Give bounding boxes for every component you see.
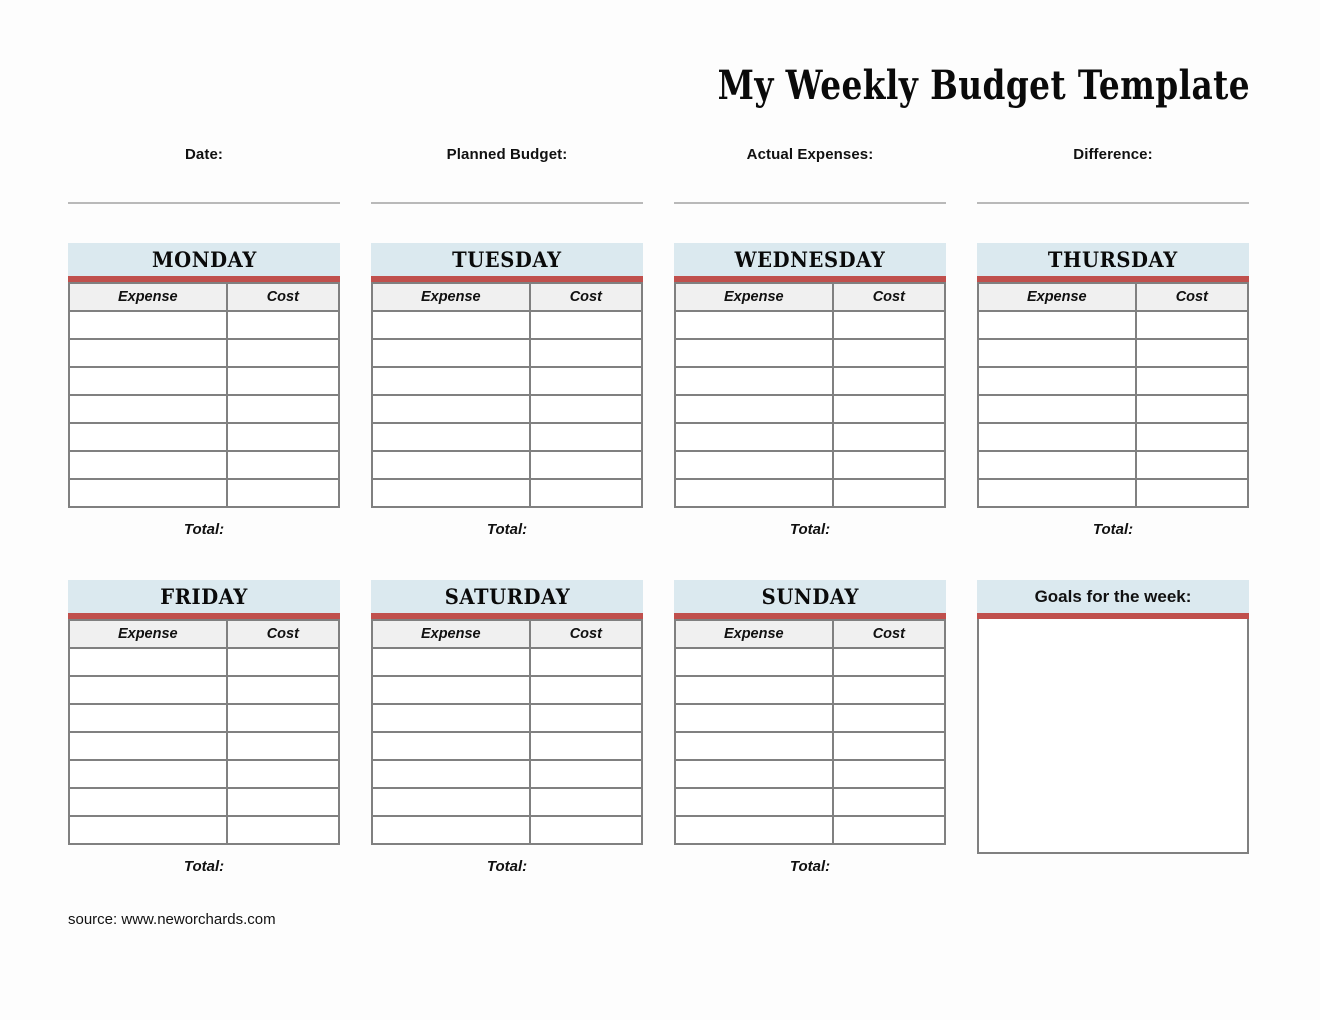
column-header-cost: Cost — [530, 620, 642, 648]
table-row — [978, 367, 1248, 395]
summary-fields-row — [68, 146, 1250, 204]
table-header-row — [675, 283, 945, 311]
cell-expense[interactable] — [372, 704, 530, 732]
table-row — [69, 479, 339, 507]
table-row — [675, 395, 945, 423]
day-card-wednesday — [674, 243, 946, 538]
total-label-saturday: Total: — [486, 858, 528, 875]
cell-cost[interactable] — [530, 704, 642, 732]
total-label-monday: Total: — [183, 521, 225, 538]
table-row — [675, 367, 945, 395]
expense-table-thursday — [977, 282, 1249, 508]
table-row — [69, 704, 339, 732]
cell-expense[interactable] — [69, 760, 227, 788]
summary-input-actual-expenses[interactable] — [674, 202, 946, 204]
expense-table-monday — [68, 282, 340, 508]
cell-expense[interactable] — [69, 395, 227, 423]
cell-expense[interactable] — [675, 732, 833, 760]
table-header-row — [372, 283, 642, 311]
table-row — [675, 479, 945, 507]
goals-card — [977, 580, 1249, 875]
cell-cost[interactable] — [530, 479, 642, 507]
cell-expense[interactable] — [372, 367, 530, 395]
table-row — [69, 451, 339, 479]
cell-cost[interactable] — [530, 760, 642, 788]
table-row — [69, 311, 339, 339]
cell-cost[interactable] — [833, 760, 945, 788]
total-label-friday: Total: — [183, 858, 225, 875]
cell-expense[interactable] — [69, 732, 227, 760]
cell-expense[interactable] — [675, 648, 833, 676]
cell-cost[interactable] — [227, 732, 339, 760]
summary-label-date: Date: — [184, 146, 223, 163]
summary-field-actual-expenses — [674, 146, 946, 204]
cell-cost[interactable] — [1136, 423, 1248, 451]
summary-label-actual-expenses: Actual Expenses: — [746, 146, 874, 163]
goals-textarea[interactable] — [977, 619, 1249, 854]
cell-cost[interactable] — [833, 732, 945, 760]
cell-expense[interactable] — [69, 816, 227, 844]
day-name-wednesday: WEDNESDAY — [734, 247, 886, 272]
cell-cost[interactable] — [227, 339, 339, 367]
column-header-cost: Cost — [1136, 283, 1248, 311]
summary-label-planned-budget: Planned Budget: — [446, 146, 568, 163]
day-header-monday — [68, 243, 340, 276]
column-header-expense: Expense — [372, 283, 530, 311]
cell-cost[interactable] — [530, 676, 642, 704]
summary-label-difference: Difference: — [1073, 146, 1153, 163]
cell-expense[interactable] — [372, 760, 530, 788]
cell-cost[interactable] — [227, 451, 339, 479]
cell-cost[interactable] — [1136, 451, 1248, 479]
day-name-monday: MONDAY — [151, 247, 257, 272]
day-card-tuesday — [371, 243, 643, 538]
day-cards-row-1 — [68, 243, 1250, 538]
table-row — [675, 423, 945, 451]
column-header-cost: Cost — [530, 283, 642, 311]
cell-expense[interactable] — [675, 760, 833, 788]
summary-input-date[interactable] — [68, 202, 340, 204]
cell-expense[interactable] — [675, 704, 833, 732]
cell-cost[interactable] — [227, 760, 339, 788]
cell-expense[interactable] — [69, 648, 227, 676]
cell-cost[interactable] — [833, 676, 945, 704]
cell-cost[interactable] — [227, 395, 339, 423]
cell-expense[interactable] — [69, 311, 227, 339]
table-row — [372, 816, 642, 844]
cell-cost[interactable] — [530, 395, 642, 423]
total-label-thursday: Total: — [1092, 521, 1134, 538]
column-header-cost: Cost — [833, 283, 945, 311]
cell-cost[interactable] — [227, 479, 339, 507]
cell-cost[interactable] — [530, 339, 642, 367]
cell-expense[interactable] — [675, 339, 833, 367]
table-row — [978, 423, 1248, 451]
table-header-row — [69, 283, 339, 311]
column-header-expense: Expense — [372, 620, 530, 648]
column-header-expense: Expense — [675, 620, 833, 648]
table-row — [372, 648, 642, 676]
cell-expense[interactable] — [69, 423, 227, 451]
table-row — [372, 395, 642, 423]
cell-expense[interactable] — [978, 479, 1136, 507]
table-row — [69, 816, 339, 844]
column-header-expense: Expense — [69, 283, 227, 311]
table-row — [69, 788, 339, 816]
cell-cost[interactable] — [1136, 339, 1248, 367]
cell-cost[interactable] — [833, 451, 945, 479]
cell-cost[interactable] — [833, 339, 945, 367]
table-row — [675, 451, 945, 479]
day-header-friday — [68, 580, 340, 613]
day-card-friday — [68, 580, 340, 875]
cell-expense[interactable] — [69, 451, 227, 479]
cell-cost[interactable] — [833, 648, 945, 676]
table-row — [69, 648, 339, 676]
cell-expense[interactable] — [69, 479, 227, 507]
day-cards-grid — [68, 243, 1250, 875]
day-header-tuesday — [371, 243, 643, 276]
cell-cost[interactable] — [530, 423, 642, 451]
summary-input-difference[interactable] — [977, 202, 1249, 204]
cell-cost[interactable] — [530, 816, 642, 844]
table-row — [372, 788, 642, 816]
table-row — [69, 676, 339, 704]
cell-expense[interactable] — [372, 816, 530, 844]
cell-expense[interactable] — [978, 451, 1136, 479]
cell-cost[interactable] — [530, 648, 642, 676]
cell-expense[interactable] — [675, 788, 833, 816]
table-row — [978, 339, 1248, 367]
cell-expense[interactable] — [978, 395, 1136, 423]
cell-expense[interactable] — [675, 311, 833, 339]
table-row — [69, 339, 339, 367]
cell-cost[interactable] — [530, 788, 642, 816]
cell-cost[interactable] — [833, 367, 945, 395]
column-header-cost: Cost — [227, 620, 339, 648]
cell-cost[interactable] — [833, 395, 945, 423]
day-name-sunday: SUNDAY — [761, 584, 859, 609]
page-title: My Weekly Budget Template — [717, 62, 1250, 109]
table-row — [675, 816, 945, 844]
table-row — [372, 732, 642, 760]
table-row — [978, 451, 1248, 479]
table-row — [372, 704, 642, 732]
cell-expense[interactable] — [372, 479, 530, 507]
cell-cost[interactable] — [227, 788, 339, 816]
table-row — [978, 395, 1248, 423]
table-row — [675, 339, 945, 367]
table-row — [372, 311, 642, 339]
cell-cost[interactable] — [530, 367, 642, 395]
goals-title: Goals for the week: — [1034, 587, 1192, 606]
table-row — [69, 732, 339, 760]
cell-expense[interactable] — [372, 395, 530, 423]
expense-table-sunday — [674, 619, 946, 845]
cell-cost[interactable] — [1136, 311, 1248, 339]
cell-expense[interactable] — [372, 423, 530, 451]
expense-table-tuesday — [371, 282, 643, 508]
cell-expense[interactable] — [978, 367, 1136, 395]
table-row — [675, 704, 945, 732]
cell-cost[interactable] — [833, 311, 945, 339]
expense-table-saturday — [371, 619, 643, 845]
goals-header — [977, 580, 1249, 613]
cell-cost[interactable] — [833, 704, 945, 732]
cell-expense[interactable] — [69, 339, 227, 367]
table-row — [372, 367, 642, 395]
cell-cost[interactable] — [833, 479, 945, 507]
summary-input-planned-budget[interactable] — [371, 202, 643, 204]
table-row — [372, 451, 642, 479]
cell-cost[interactable] — [833, 816, 945, 844]
cell-cost[interactable] — [227, 311, 339, 339]
cell-expense[interactable] — [372, 788, 530, 816]
column-header-cost: Cost — [833, 620, 945, 648]
summary-field-date — [68, 146, 340, 204]
cell-cost[interactable] — [227, 423, 339, 451]
cell-expense[interactable] — [372, 339, 530, 367]
column-header-expense: Expense — [978, 283, 1136, 311]
table-row — [69, 395, 339, 423]
day-card-monday — [68, 243, 340, 538]
table-row — [675, 760, 945, 788]
expense-table-friday — [68, 619, 340, 845]
table-header-row — [69, 620, 339, 648]
table-header-row — [978, 283, 1248, 311]
cell-expense[interactable] — [69, 788, 227, 816]
table-row — [69, 760, 339, 788]
cell-cost[interactable] — [1136, 367, 1248, 395]
cell-expense[interactable] — [675, 423, 833, 451]
table-row — [675, 676, 945, 704]
table-row — [69, 367, 339, 395]
table-row — [372, 339, 642, 367]
cell-cost[interactable] — [227, 676, 339, 704]
column-header-expense: Expense — [69, 620, 227, 648]
cell-expense[interactable] — [372, 451, 530, 479]
cell-cost[interactable] — [227, 367, 339, 395]
table-row — [372, 676, 642, 704]
source-note: source: www.neworchards.com — [68, 911, 276, 928]
total-label-wednesday: Total: — [789, 521, 831, 538]
table-row — [675, 311, 945, 339]
summary-field-difference — [977, 146, 1249, 204]
table-row — [675, 788, 945, 816]
column-header-cost: Cost — [227, 283, 339, 311]
cell-expense[interactable] — [372, 676, 530, 704]
table-row — [675, 648, 945, 676]
day-header-wednesday — [674, 243, 946, 276]
day-name-thursday: THURSDAY — [1048, 247, 1178, 272]
day-header-saturday — [371, 580, 643, 613]
table-row — [372, 423, 642, 451]
cell-cost[interactable] — [1136, 479, 1248, 507]
cell-cost[interactable] — [1136, 395, 1248, 423]
cell-cost[interactable] — [530, 732, 642, 760]
expense-table-wednesday — [674, 282, 946, 508]
table-row — [372, 760, 642, 788]
table-header-row — [372, 620, 642, 648]
cell-cost[interactable] — [833, 423, 945, 451]
cell-expense[interactable] — [675, 676, 833, 704]
cell-expense[interactable] — [372, 311, 530, 339]
cell-expense[interactable] — [978, 339, 1136, 367]
cell-cost[interactable] — [227, 704, 339, 732]
total-label-tuesday: Total: — [486, 521, 528, 538]
cell-expense[interactable] — [675, 479, 833, 507]
cell-cost[interactable] — [530, 311, 642, 339]
day-header-thursday — [977, 243, 1249, 276]
cell-expense[interactable] — [675, 367, 833, 395]
day-card-saturday — [371, 580, 643, 875]
day-name-tuesday: TUESDAY — [452, 247, 562, 272]
cell-expense[interactable] — [372, 732, 530, 760]
cell-expense[interactable] — [978, 423, 1136, 451]
day-header-sunday — [674, 580, 946, 613]
cell-expense[interactable] — [675, 395, 833, 423]
day-name-saturday: SATURDAY — [444, 584, 570, 609]
table-row — [978, 479, 1248, 507]
cell-cost[interactable] — [227, 816, 339, 844]
cell-expense[interactable] — [69, 704, 227, 732]
cell-cost[interactable] — [833, 788, 945, 816]
day-card-sunday — [674, 580, 946, 875]
day-card-thursday — [977, 243, 1249, 538]
cell-expense[interactable] — [978, 311, 1136, 339]
cell-expense[interactable] — [69, 367, 227, 395]
cell-expense[interactable] — [372, 648, 530, 676]
cell-cost[interactable] — [530, 451, 642, 479]
cell-expense[interactable] — [675, 451, 833, 479]
table-row — [372, 479, 642, 507]
cell-cost[interactable] — [227, 648, 339, 676]
summary-field-planned-budget — [371, 146, 643, 204]
cell-expense[interactable] — [675, 816, 833, 844]
day-name-friday: FRIDAY — [160, 584, 248, 609]
total-label-sunday: Total: — [789, 858, 831, 875]
table-header-row — [675, 620, 945, 648]
table-row — [675, 732, 945, 760]
cell-expense[interactable] — [69, 676, 227, 704]
day-cards-row-2 — [68, 580, 1250, 875]
table-row — [69, 423, 339, 451]
table-row — [978, 311, 1248, 339]
column-header-expense: Expense — [675, 283, 833, 311]
